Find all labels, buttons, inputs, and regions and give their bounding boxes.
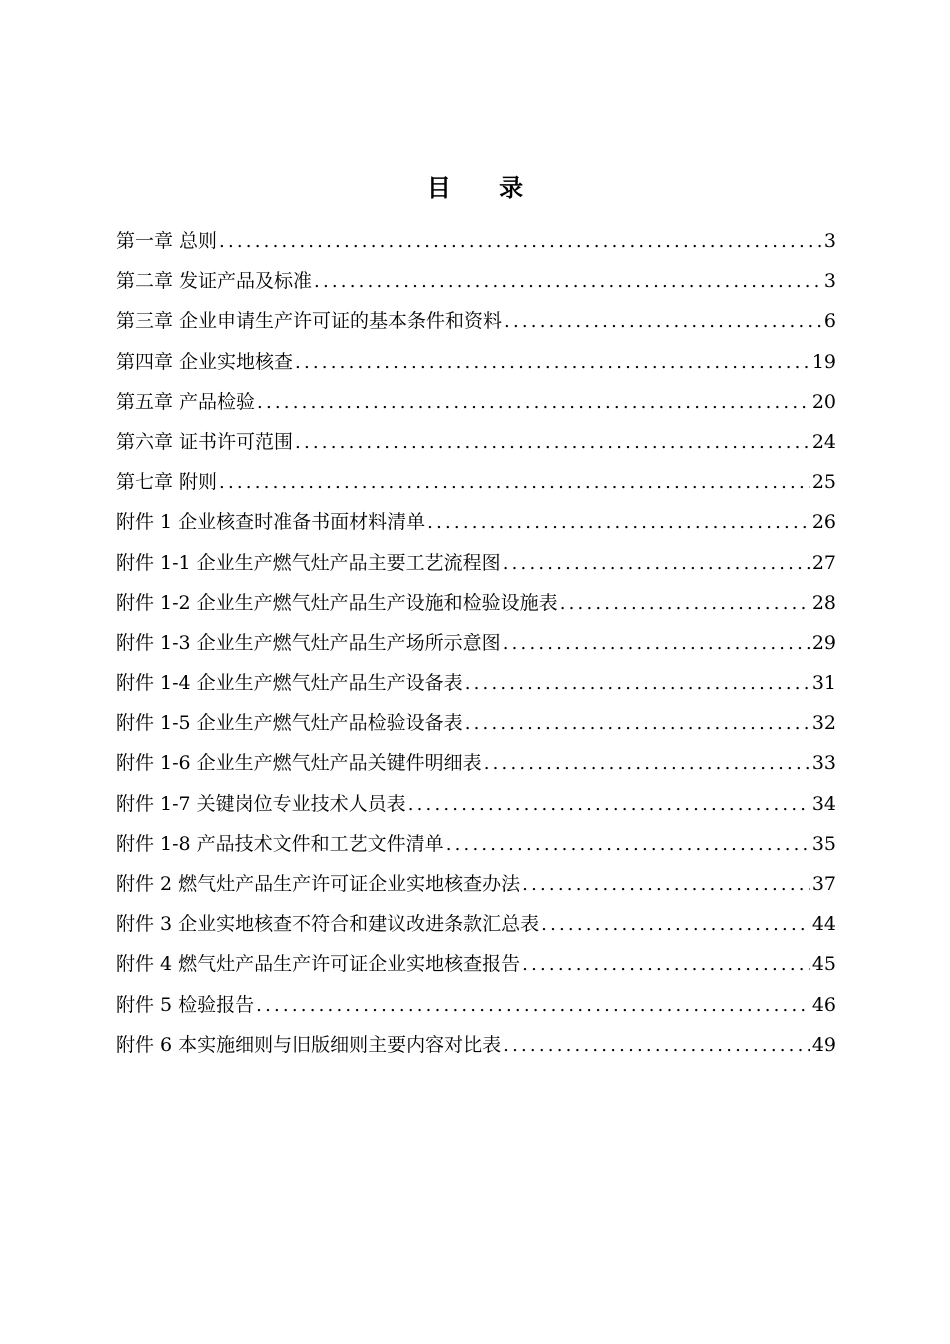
toc-page-number: 24 bbox=[811, 430, 836, 453]
toc-page-number: 20 bbox=[811, 390, 836, 413]
toc-leader-dots bbox=[446, 825, 810, 865]
toc-page-number: 26 bbox=[811, 511, 836, 534]
toc-page-number: 49 bbox=[811, 1033, 836, 1056]
toc-leader-dots bbox=[427, 503, 810, 543]
page-title: 目 录 bbox=[426, 173, 544, 202]
toc-entry[interactable] bbox=[116, 743, 836, 783]
toc-entry[interactable] bbox=[116, 824, 836, 864]
toc-entry-text: 附件 2 燃气灶产品生产许可证企业实地核查办法 bbox=[116, 873, 521, 895]
toc-entry-text: 第三章 企业申请生产许可证的基本条件和资料 bbox=[116, 310, 503, 333]
toc-entry-text: 附件 1 企业核查时准备书面材料清单 bbox=[116, 511, 426, 534]
toc-entry[interactable] bbox=[116, 382, 836, 422]
toc-entry-text: 第一章 总则 bbox=[116, 230, 218, 252]
toc-entry-text: 附件 1-5 企业生产燃气灶产品检验设备表 bbox=[116, 712, 463, 735]
toc-entry[interactable] bbox=[116, 261, 836, 301]
toc-entry[interactable] bbox=[116, 864, 836, 904]
toc-entry-text: 附件 1-3 企业生产燃气灶产品生产场所示意图 bbox=[116, 631, 501, 654]
toc-leader-dots bbox=[465, 704, 810, 744]
toc-entry-text: 第五章 产品检验 bbox=[116, 390, 256, 413]
toc-page-number: 27 bbox=[811, 551, 836, 574]
toc-entry-text: 第七章 附则 bbox=[116, 471, 218, 494]
toc-page-number: 28 bbox=[811, 591, 836, 614]
toc-leader-dots bbox=[522, 865, 810, 905]
toc-entry[interactable] bbox=[116, 583, 836, 623]
toc-entry[interactable] bbox=[116, 703, 836, 743]
toc-leader-dots bbox=[295, 423, 810, 463]
toc-page-number: 44 bbox=[811, 913, 836, 936]
toc-leader-dots bbox=[219, 222, 822, 262]
toc-entry-text: 附件 1-8 产品技术文件和工艺文件清单 bbox=[116, 832, 444, 855]
toc-leader-dots bbox=[314, 262, 822, 302]
toc-entry-text: 第六章 证书许可范围 bbox=[116, 430, 294, 453]
toc-leader-dots bbox=[219, 463, 810, 503]
toc-entry[interactable] bbox=[116, 502, 836, 542]
toc-entry-text: 附件 1-6 企业生产燃气灶产品关键件明细表 bbox=[116, 752, 482, 775]
toc-leader-dots bbox=[295, 343, 810, 383]
toc-entry-text: 附件 1-2 企业生产燃气灶产品生产设施和检验设施表 bbox=[116, 591, 558, 614]
toc-leader-dots bbox=[503, 544, 810, 584]
toc-leader-dots bbox=[504, 302, 822, 342]
toc-entry-text: 附件 4 燃气灶产品生产许可证企业实地核查报告 bbox=[116, 953, 521, 976]
toc-entry-text: 附件 5 检验报告 bbox=[116, 993, 255, 1016]
toc-entry[interactable] bbox=[116, 904, 836, 944]
toc-leader-dots bbox=[256, 986, 810, 1026]
toc-page-number: 6 bbox=[823, 310, 836, 333]
toc-page-number: 33 bbox=[811, 752, 836, 775]
toc-entry[interactable] bbox=[116, 422, 836, 462]
toc-page-number: 35 bbox=[811, 832, 836, 855]
toc-leader-dots bbox=[408, 785, 810, 825]
toc-entry-text: 附件 1-1 企业生产燃气灶产品主要工艺流程图 bbox=[116, 551, 501, 574]
toc-entry-text: 附件 1-4 企业生产燃气灶产品生产设备表 bbox=[116, 672, 463, 695]
toc-entry[interactable] bbox=[116, 784, 836, 824]
toc-leader-dots bbox=[465, 664, 810, 704]
toc-entry[interactable] bbox=[116, 663, 836, 703]
toc-entry[interactable] bbox=[116, 623, 836, 663]
toc-page-number: 25 bbox=[811, 471, 836, 494]
toc-leader-dots bbox=[503, 624, 810, 664]
toc-leader-dots bbox=[541, 905, 810, 945]
toc-entry[interactable] bbox=[116, 342, 836, 382]
toc-leader-dots bbox=[522, 945, 810, 985]
toc-entry-text: 第四章 企业实地核查 bbox=[116, 350, 294, 373]
toc-page-number: 34 bbox=[811, 792, 836, 815]
toc-page-number: 3 bbox=[823, 270, 836, 293]
toc-leader-dots bbox=[560, 584, 810, 624]
toc-leader-dots bbox=[257, 383, 810, 423]
toc-page-number: 19 bbox=[811, 350, 836, 373]
toc-entry[interactable] bbox=[116, 221, 836, 261]
table-of-contents bbox=[116, 221, 836, 1065]
toc-entry[interactable] bbox=[116, 301, 836, 341]
toc-entry[interactable] bbox=[116, 462, 836, 502]
toc-entry[interactable] bbox=[116, 985, 836, 1025]
toc-page-number: 37 bbox=[811, 873, 836, 895]
toc-leader-dots bbox=[503, 1026, 810, 1066]
toc-page-number: 31 bbox=[811, 672, 836, 695]
toc-page-number: 32 bbox=[811, 712, 836, 735]
toc-entry[interactable] bbox=[116, 543, 836, 583]
toc-page-number: 45 bbox=[811, 953, 836, 976]
toc-entry-text: 第二章 发证产品及标准 bbox=[116, 270, 313, 293]
toc-entry-text: 附件 3 企业实地核查不符合和建议改进条款汇总表 bbox=[116, 913, 540, 936]
toc-entry[interactable] bbox=[116, 944, 836, 984]
toc-page-number: 46 bbox=[811, 993, 836, 1016]
toc-page-number: 29 bbox=[811, 631, 836, 654]
toc-leader-dots bbox=[484, 744, 810, 784]
toc-entry-text: 附件 1-7 关键岗位专业技术人员表 bbox=[116, 792, 406, 815]
toc-page-number: 3 bbox=[823, 230, 836, 252]
toc-entry[interactable] bbox=[116, 1025, 836, 1065]
toc-entry-text: 附件 6 本实施细则与旧版细则主要内容对比表 bbox=[116, 1033, 502, 1056]
